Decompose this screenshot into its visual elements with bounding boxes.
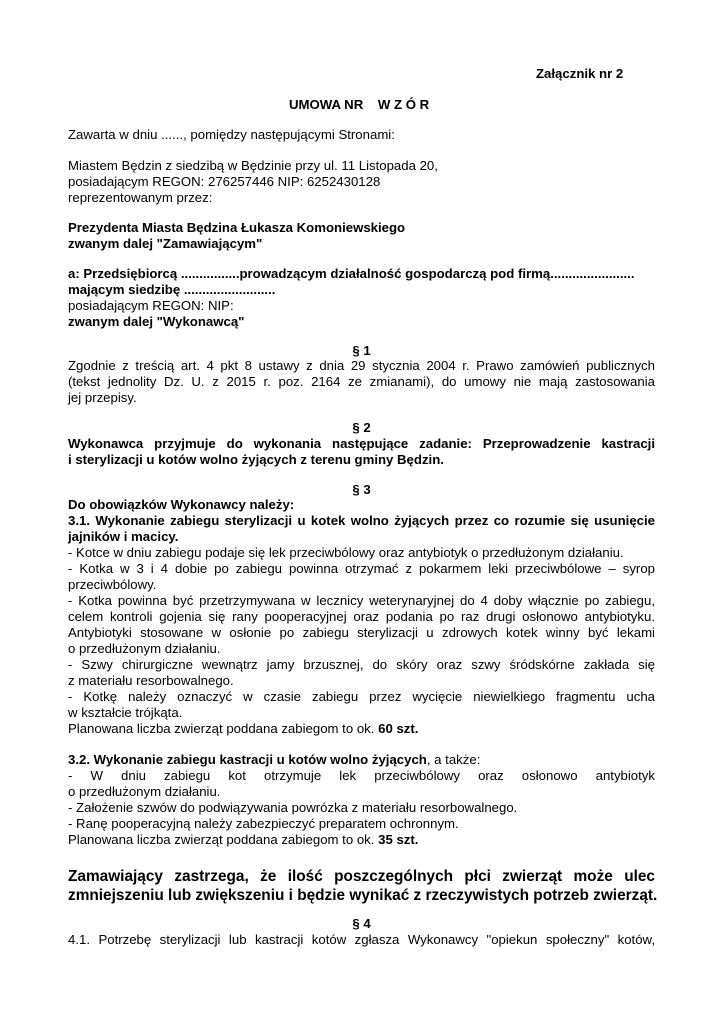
section-3-line: - Kotka powinna być przetrzymywana w lecznicy weterynaryjnej do 4 doby włącznie po zabiegu,	[68, 593, 655, 608]
planned-text: Planowana liczba zwierząt poddana zabiegom to ok.	[68, 832, 375, 847]
section-3-line: w kształcie trójkąta.	[68, 705, 183, 720]
party1-represented: reprezentowanym przez:	[68, 190, 213, 205]
annex-label: Załącznik nr 2	[536, 66, 624, 81]
section-3-line: - Kotka w 3 i 4 dobie po zabiegu powinna otrzymać z pokarmem leki przeciwbólowe – syrop	[68, 561, 655, 576]
planned-number: 60 szt.	[378, 721, 419, 736]
section-1-heading: § 1	[352, 343, 371, 358]
section-4-heading: § 4	[352, 916, 371, 931]
section-2-heading: § 2	[352, 420, 371, 435]
planned-count-sterilization	[68, 721, 655, 737]
section-3-2-title	[68, 752, 655, 768]
title-wzor: W Z Ó R	[377, 97, 430, 112]
planned-text: Planowana liczba zwierząt poddana zabiegom to ok.	[68, 721, 375, 736]
section-3-line: o przedłużonym działaniu.	[68, 641, 221, 656]
section-2-line: Wykonawca przyjmuje do wykonania następujące zadanie: Przeprowadzenie kastracji	[68, 436, 655, 451]
party1-regon: posiadającym REGON: 276257446 NIP: 6252430128	[68, 174, 381, 189]
planned-count-castration	[68, 832, 655, 848]
reservation-line: Zamawiający zastrzega, że ilość poszczególnych płci zwierząt może ulec	[68, 868, 655, 885]
section-3-1-title: 3.1. Wykonanie zabiegu sterylizacji u kotek wolno żyjących przez co rozumie się usunięcie	[68, 513, 655, 528]
section-1-line: jej przepisy.	[68, 390, 137, 405]
section-3-2-line: - Założenie szwów do podwiązywania powrózka z materiału resorbowalnego.	[68, 800, 518, 815]
section-1-line: (tekst jednolity Dz. U. z 2015 r. poz. 2164 ze zmianami), do umowy nie mają zastosowania	[68, 374, 655, 389]
party2-called: zwanym dalej "Wykonawcą"	[68, 314, 245, 329]
section-4-line: 4.1. Potrzebę sterylizacji lub kastracji kotów zgłasza Wykonawcy "opiekun społeczny" kotów,	[68, 932, 655, 947]
section-3-heading: § 3	[352, 482, 371, 497]
party1-address: Miastem Będzin z siedzibą w Będzinie przy ul. 11 Listopada 20,	[68, 158, 438, 173]
intro-text: Zawarta w dniu ......, pomiędzy następującymi Stronami:	[68, 127, 395, 142]
section-3-line: z materiału resorbowalnego.	[68, 673, 234, 688]
section-3-2-bold: 3.2. Wykonanie zabiegu kastracji u kotów wolno żyjących	[68, 752, 427, 767]
party2-regon: posiadającym REGON: NIP:	[68, 298, 234, 313]
section-3-line: przeciwbólowy.	[68, 577, 157, 592]
section-3-2-rest: , a także:	[426, 752, 481, 767]
section-3-2-line: - Ranę pooperacyjną należy zabezpieczyć preparatem ochronnym.	[68, 816, 459, 831]
section-3-duties: Do obowiązków Wykonawcy należy:	[68, 497, 295, 512]
section-3-line: celem kontroli gojenia się rany pooperacyjnej oraz podania po raz drugi osłonowo antybiotyku.	[68, 609, 655, 624]
document-title	[289, 97, 449, 113]
section-3-line: - Kotce w dniu zabiegu podaje się lek przeciwbólowy oraz antybiotyk o przedłużonym działaniu.	[68, 545, 624, 560]
section-3-1-title-cont: jajników i macicy.	[68, 529, 179, 544]
party2-line: a: Przedsiębiorcą ................prowadzącym działalność gospodarczą pod firmą.......................	[68, 266, 635, 281]
planned-number: 35 szt.	[378, 832, 419, 847]
section-2-line: i sterylizacji u kotów wolno żyjących z terenu gminy Będzin.	[68, 452, 444, 467]
section-1-line: Zgodnie z treścią art. 4 pkt 8 ustawy z dnia 29 stycznia 2004 r. Prawo zamówień publicznych	[68, 358, 655, 373]
party1-representative: Prezydenta Miasta Będzina Łukasza Komoniewskiego	[68, 220, 406, 235]
reservation-line: zmniejszeniu lub zwiększeniu i będzie wynikać z rzeczywistych potrzeb zwierząt.	[68, 887, 658, 904]
section-3-2-line: o przedłużonym działaniu.	[68, 784, 221, 799]
section-3-line: Antybiotyki stosowane w osłonie po zabiegu sterylizacji u zdrowych kotek winny być lekami	[68, 625, 655, 640]
section-3-line: - Kotkę należy oznaczyć w czasie zabiegu przez wycięcie niewielkiego fragmentu ucha	[68, 689, 655, 704]
section-3-line: - Szwy chirurgiczne wewnątrz jamy brzusznej, do skóry oraz szwy śródskórne zakłada się	[68, 657, 655, 672]
party1-called: zwanym dalej "Zamawiającym"	[68, 236, 263, 251]
section-3-2-line: - W dniu zabiegu kot otrzymuje lek przeciwbólowy oraz osłonowo antybiotyk	[68, 768, 655, 783]
title-prefix: UMOWA NR	[289, 97, 364, 112]
party2-seat: mającym siedzibę .........................	[68, 282, 276, 297]
